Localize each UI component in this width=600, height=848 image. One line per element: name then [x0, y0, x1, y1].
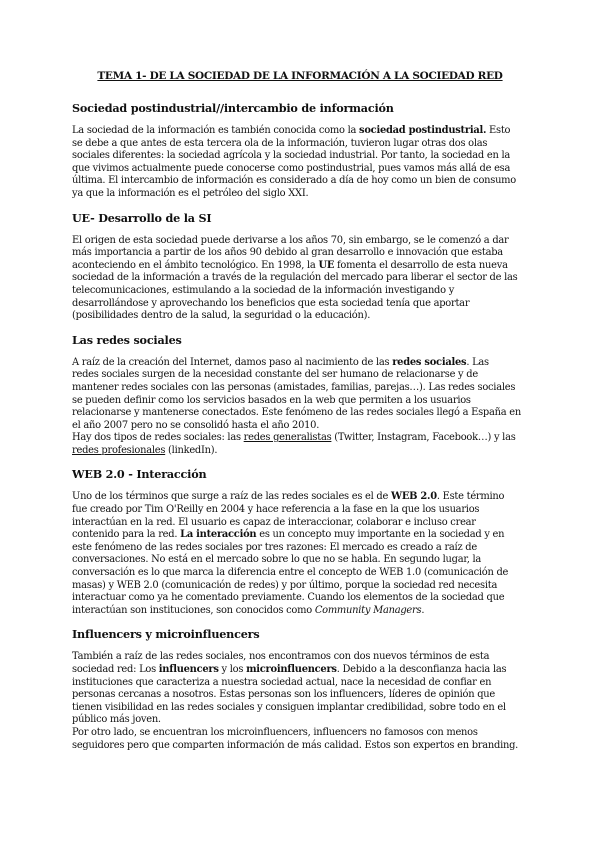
text-run: que vivimos actualmente puede conocerse como postindustrial, pues vamos más allá de esa — [72, 162, 511, 174]
text-run: relacionarse y mantenerse conectados. Este fenómeno de las redes sociales llegó a España en — [72, 407, 521, 419]
text-line — [72, 138, 528, 151]
section-paragraph — [72, 235, 528, 323]
text-run: A raíz de la creación del Internet, damos paso al nacimiento de las — [72, 356, 393, 368]
text-line — [72, 605, 528, 618]
text-line — [72, 580, 528, 593]
text-line — [72, 714, 528, 727]
section-heading: Influencers y microinfluencers — [72, 627, 260, 642]
text-run: instituciones que caracteriza a nuestra sociedad actual, nace la necesidad de confiar en — [72, 676, 492, 688]
text-run: interactuar como ya he comentado previamente. Cuando los elementos de la sociedad que — [72, 592, 505, 604]
bold-term: sociedad postindustrial. — [359, 125, 487, 136]
text-line — [72, 163, 528, 176]
section-heading: UE- Desarrollo de la SI — [72, 210, 212, 225]
text-line — [72, 554, 528, 567]
text-run: conversación es lo que marca la diferencia entre el concepto de WEB 1.0 (comunicación de — [72, 567, 509, 579]
text-line — [72, 125, 528, 138]
text-run: (posibilidades dentro de la salud, la seguridad o la educación). — [72, 310, 371, 322]
text-line — [72, 529, 528, 542]
text-line — [72, 235, 528, 248]
text-run: más importancia a partir de los años 90 debido al gran desarrollo e innovación que estaba — [72, 247, 503, 259]
text-run: fomenta el desarrollo de esta nueva — [334, 259, 508, 271]
bold-term: La interacción — [180, 529, 257, 541]
text-run: conversaciones. No está en el mercado sobre lo que no se habla. En segundo lugar, la — [72, 554, 482, 566]
text-run: tienen visibilidad en las redes sociales y consiguen implantar credibilidad, sobre todo en el — [72, 701, 506, 713]
text-run: . Las — [466, 356, 489, 368]
text-line — [72, 285, 528, 298]
text-line — [72, 445, 528, 458]
bold-term: microinfluencers — [246, 664, 337, 675]
text-line — [72, 702, 528, 715]
text-run: contenido para la red. — [72, 529, 181, 541]
document-page — [72, 70, 528, 762]
text-run: seguidores pero que comparten información de más calidad. Estos son expertos en branding. — [72, 739, 519, 751]
text-run: Hay dos tipos de redes sociales: las — [72, 432, 244, 444]
text-line — [72, 517, 528, 530]
bold-term: influencers — [158, 664, 219, 675]
text-run: personas cercanas a nosotros. Estas personas son los influencers, líderes de opinión que — [72, 689, 495, 701]
text-line — [72, 260, 528, 273]
text-line — [72, 272, 528, 285]
section-paragraph — [72, 125, 528, 201]
text-line — [72, 395, 528, 408]
text-line — [72, 369, 528, 382]
text-run: . Este término — [436, 491, 505, 503]
text-run: También a raíz de las redes sociales, nos encontramos con dos nuevos términos de esta — [72, 651, 490, 663]
text-run: mantener redes sociales con las personas (amistades, familias, parejas…). Las redes sociales — [72, 381, 516, 393]
text-run: aconteciendo en el ámbito tecnológico. En 1998, la — [72, 259, 319, 271]
text-line — [72, 504, 528, 517]
text-run: se pueden definir como los servicios basados en la web que permiten a los usuarios — [72, 394, 471, 406]
section-heading: Sociedad postindustrial//intercambio de información — [72, 101, 394, 115]
underlined-term: redes profesionales — [72, 444, 166, 456]
text-run: el año 2007 pero no se consolidó hasta el año 2010. — [72, 419, 320, 431]
text-run: es un concepto muy importante en la sociedad y en — [256, 529, 505, 541]
document-title: TEMA 1- DE LA SOCIEDAD DE LA INFORMACIÓN A LA SOCIEDAD RED — [97, 70, 503, 82]
text-line — [72, 175, 528, 188]
section-paragraph — [72, 357, 528, 458]
text-line — [72, 740, 528, 753]
text-run: (linkedIn). — [165, 444, 218, 456]
text-line — [72, 567, 528, 580]
section-paragraph — [72, 491, 528, 617]
text-line — [72, 188, 528, 201]
text-run: El origen de esta sociedad puede derivarse a los años 70, sin embargo, se le comenzó a dar — [72, 234, 509, 246]
bold-term: UE — [318, 259, 335, 271]
text-run: sociedad red: Los — [72, 664, 159, 675]
text-line — [72, 677, 528, 690]
text-run: fue creado por Tim O'Reilly en 2004 y hace referencia a la fase en la que los usuarios — [72, 504, 480, 516]
text-line — [72, 432, 528, 445]
text-run: interactúan en la red. El usuario es capaz de interaccionar, colaborar e incluso crear — [72, 516, 476, 528]
text-run: redes sociales surgen de la necesidad constante del ser humano de relacionarse y de — [72, 369, 478, 381]
text-run: masas) y WEB 2.0 (comunicación de redes) y por último, porque la sociedad red necesita — [72, 579, 498, 591]
text-run: público más joven. — [72, 714, 161, 726]
text-line — [72, 310, 528, 323]
text-line — [72, 407, 528, 420]
section-paragraph — [72, 651, 528, 752]
text-line — [72, 357, 528, 370]
text-line — [72, 150, 528, 163]
text-line — [72, 542, 528, 555]
text-line — [72, 420, 528, 433]
section-heading: WEB 2.0 - Interacción — [72, 467, 207, 482]
text-run: . — [421, 604, 425, 616]
text-run: Esto — [486, 125, 511, 136]
text-run: telecomunicaciones, estimulando a la sociedad de la información investigando y — [72, 284, 455, 296]
text-line — [72, 689, 528, 702]
text-run: desarrollándose y aprovechando los beneficios que esta sociedad tenía que aportar — [72, 297, 470, 309]
text-run: La sociedad de la información es también conocida como la — [72, 125, 360, 136]
text-run: (Twitter, Instagram, Facebook…) y las — [331, 432, 516, 444]
text-run: sociedad de la información a través de la regulación del mercado para liberar el sector de las — [72, 272, 518, 284]
text-line — [72, 727, 528, 740]
section-heading: Las redes sociales — [72, 332, 182, 347]
text-line — [72, 664, 528, 677]
text-run: Uno de los términos que surge a raíz de las redes sociales es el de — [72, 491, 391, 503]
text-run: ya que la información es el petróleo del siglo XXI. — [72, 187, 309, 199]
underlined-term: redes generalistas — [243, 432, 332, 444]
bold-term: WEB 2.0 — [391, 491, 437, 503]
text-line — [72, 247, 528, 260]
text-run: se debe a que antes de esta tercera ola de la información, tuvieron lugar otras dos olas — [72, 137, 488, 149]
text-run: sociales diferentes: la sociedad agrícola y la sociedad industrial. Por tanto, la sociedad en la — [72, 150, 510, 162]
bold-term: redes sociales — [392, 356, 467, 368]
text-line — [72, 298, 528, 311]
text-line — [72, 491, 528, 504]
text-line — [72, 592, 528, 605]
text-run: este fenómeno de las redes sociales por tres razones: El mercado es creado a raíz de — [72, 541, 477, 553]
text-run: Por otro lado, se encuentran los microinfluencers, influencers no famosos con menos — [72, 726, 478, 738]
text-run: y los — [218, 664, 247, 675]
document-body — [72, 101, 528, 752]
italic-term: Community Managers — [314, 604, 422, 616]
text-run: interactúan son instituciones, son conocidos como — [72, 604, 315, 616]
text-run: última. El intercambio de información es considerado a día de hoy como un bien de consumo — [72, 175, 516, 187]
text-line — [72, 651, 528, 664]
text-run: . Debido a la desconfianza hacia las — [336, 664, 507, 675]
text-line — [72, 382, 528, 395]
